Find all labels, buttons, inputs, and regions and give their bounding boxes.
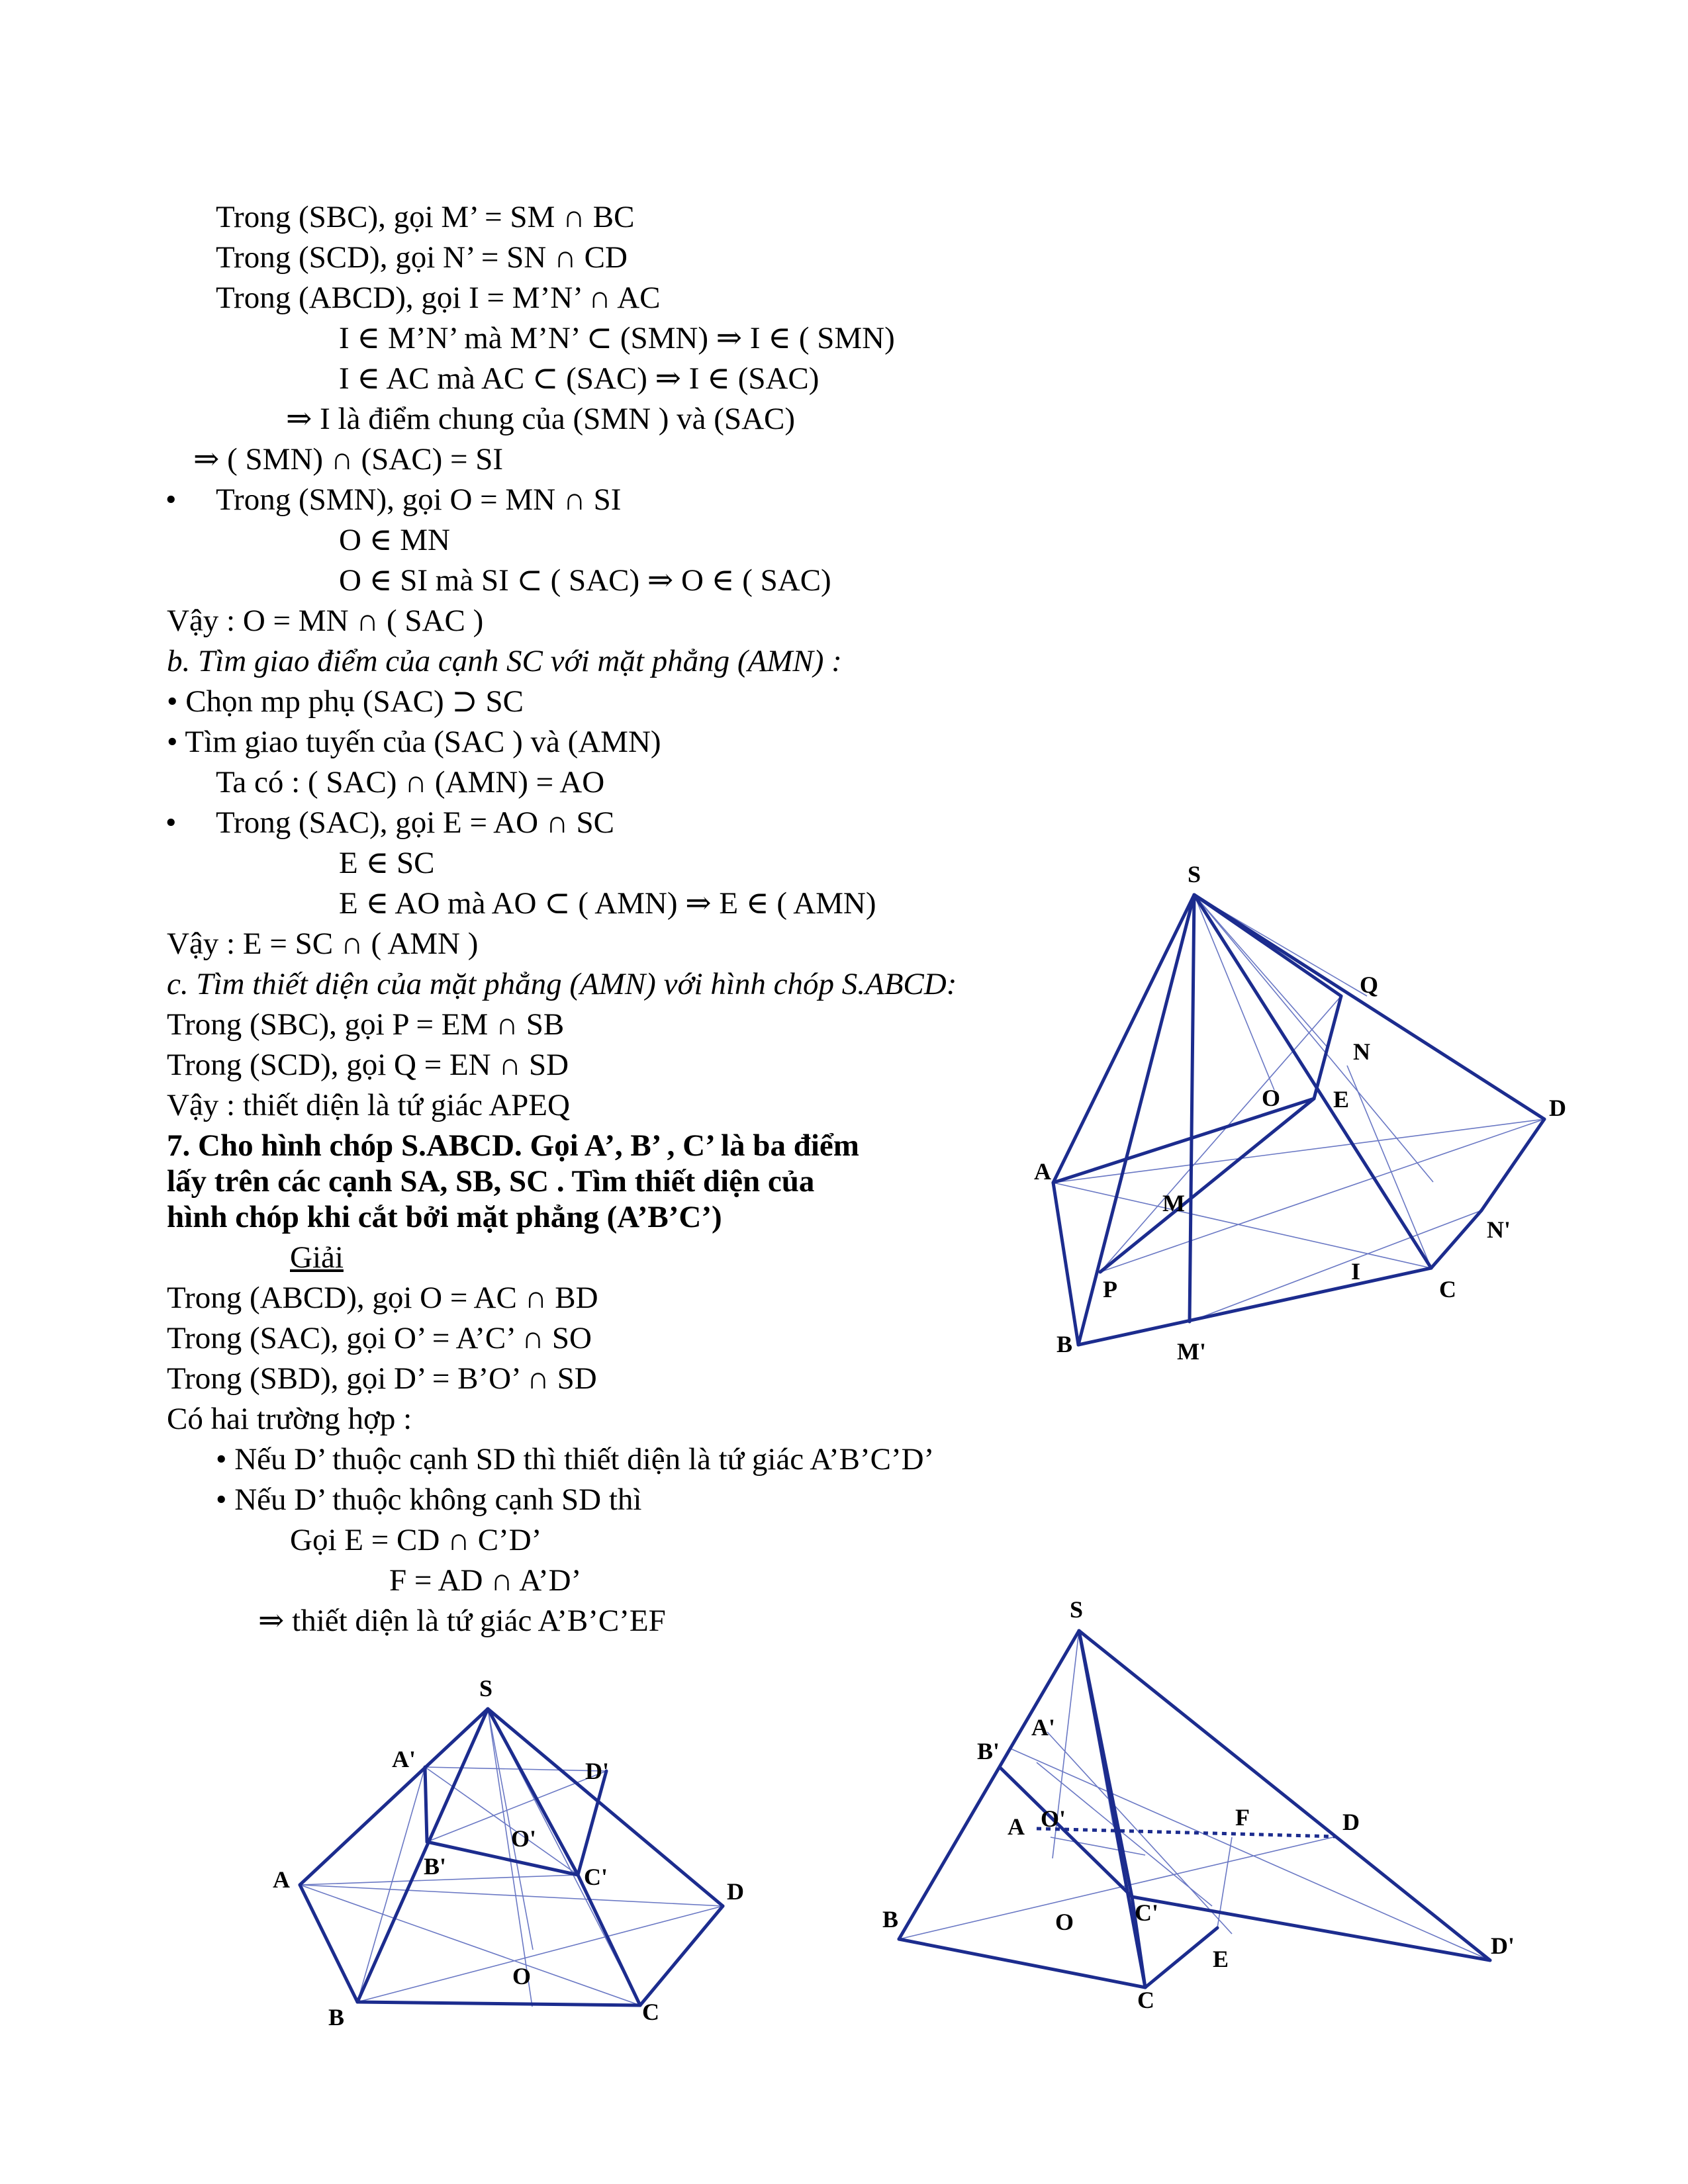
text-line: Trong (SMN), gọi O = MN ∩ SI [216,482,622,517]
text-line: Trong (SCD), gọi N’ = SN ∩ CD [216,240,628,275]
label-O: O [1262,1085,1281,1111]
fig3-thin-lines [899,1631,1490,1960]
label-E: E [1333,1086,1350,1113]
text-line: F = AD ∩ A’D’ [389,1563,582,1598]
label-F: F [1235,1804,1250,1831]
label-A: A [1034,1158,1051,1185]
text-line: Trong (SAC), gọi O’ = A’C’ ∩ SO [167,1321,592,1355]
label-C: C [1439,1276,1456,1302]
exercise-title: hình chóp khi cắt bởi mặt phẳng (A’B’C’) [167,1200,722,1234]
text-line: Trong (ABCD), gọi O = AC ∩ BD [167,1281,598,1315]
label-O: O [1055,1909,1074,1935]
text-line: Vậy : O = MN ∩ ( SAC ) [167,604,484,638]
label-M-prime: M' [1177,1338,1206,1365]
text-line: ⇒ I là điểm chung của (SMN ) và (SAC) [286,402,796,436]
exercise-title: lấy trên các cạnh SA, SB, SC . Tìm thiết diện của [167,1164,815,1199]
text-line: Trong (SAC), gọi E = AO ∩ SC [216,805,614,840]
label-S: S [1188,861,1201,887]
solution-heading: Giải [290,1240,344,1275]
label-C-prime: C' [584,1864,608,1890]
label-D-prime: D' [585,1758,609,1784]
text-line: O ∈ SI mà SI ⊂ ( SAC) ⇒ O ∈ ( SAC) [339,563,831,598]
label-B-prime: B' [424,1853,447,1880]
label-B: B [1056,1331,1073,1357]
label-N: N [1353,1038,1370,1065]
label-B: B [882,1906,899,1933]
text-line: • Chọn mp phụ (SAC) ⊃ SC [167,684,524,719]
section-heading-c: c. Tìm thiết diện của mặt phẳng (AMN) với hình chóp S.ABCD: [167,967,957,1001]
label-S: S [1070,1596,1084,1623]
text-line: Trong (ABCD), gọi I = M’N’ ∩ AC [216,281,661,315]
text-line: ⇒ thiết diện là tứ giác A’B’C’EF [258,1604,666,1638]
label-O-prime: O' [1041,1805,1066,1832]
label-M: M [1162,1190,1185,1216]
label-Q: Q [1360,972,1379,998]
text-line: • Tìm giao tuyến của (SAC ) và (AMN) [167,725,661,759]
text-line: I ∈ AC mà AC ⊂ (SAC) ⇒ I ∈ (SAC) [339,361,820,396]
label-C-prime: C' [1135,1899,1158,1926]
label-O: O [512,1963,532,1989]
text-line: Trong (SBD), gọi D’ = B’O’ ∩ SD [167,1361,597,1396]
label-B-prime: B' [977,1738,1000,1764]
exercise-title: 7. Cho hình chóp S.ABCD. Gọi A’, B’ , C’ là ba điểm [167,1128,859,1163]
text-line: Trong (SBC), gọi M’ = SM ∩ BC [216,200,635,234]
label-E: E [1213,1946,1229,1972]
label-C: C [642,1999,659,2025]
label-S: S [479,1675,493,1702]
text-line: ⇒ ( SMN) ∩ (SAC) = SI [193,442,504,477]
label-I: I [1351,1258,1361,1285]
label-D: D [727,1878,744,1905]
text-line: Vậy : thiết diện là tứ giác APEQ [167,1088,570,1122]
label-A: A [273,1866,290,1893]
label-D: D [1342,1809,1360,1835]
text-line: Gọi E = CD ∩ C’D’ [290,1523,542,1557]
label-P: P [1103,1276,1117,1302]
label-N-prime: N' [1487,1216,1511,1243]
text-line: O ∈ MN [339,523,450,557]
bullet: • [165,805,177,840]
text-line: • Nếu D’ thuộc cạnh SD thì thiết diện là tứ giác A’B’C’D’ [216,1442,935,1477]
label-D: D [1549,1095,1566,1121]
text-line: Có hai trường hợp : [167,1402,412,1436]
label-A: A [1008,1813,1025,1840]
label-A-prime: A' [392,1746,416,1772]
label-A-prime: A' [1031,1714,1055,1741]
fig3-edges [899,1631,1490,1987]
label-D-prime: D' [1491,1933,1515,1959]
text-line: I ∈ M’N’ mà M’N’ ⊂ (SMN) ⇒ I ∈ ( SMN) [339,321,895,355]
text-line: E ∈ SC [339,846,435,880]
section-heading-b: b. Tìm giao điểm của cạnh SC với mặt phẳng (AMN) : [167,644,842,678]
label-C: C [1137,1987,1154,2013]
label-B: B [328,2004,345,2030]
text-line: Trong (SBC), gọi P = EM ∩ SB [167,1007,565,1042]
text-line: Vậy : E = SC ∩ ( AMN ) [167,927,479,961]
bullet: • [165,482,177,517]
text-line: Ta có : ( SAC) ∩ (AMN) = AO [216,765,605,799]
label-O-prime: O' [511,1825,537,1852]
text-line: Trong (SCD), gọi Q = EN ∩ SD [167,1048,569,1082]
text-line: • Nếu D’ thuộc không cạnh SD thì [216,1482,642,1517]
text-line: E ∈ AO mà AO ⊂ ( AMN) ⇒ E ∈ ( AMN) [339,886,876,921]
